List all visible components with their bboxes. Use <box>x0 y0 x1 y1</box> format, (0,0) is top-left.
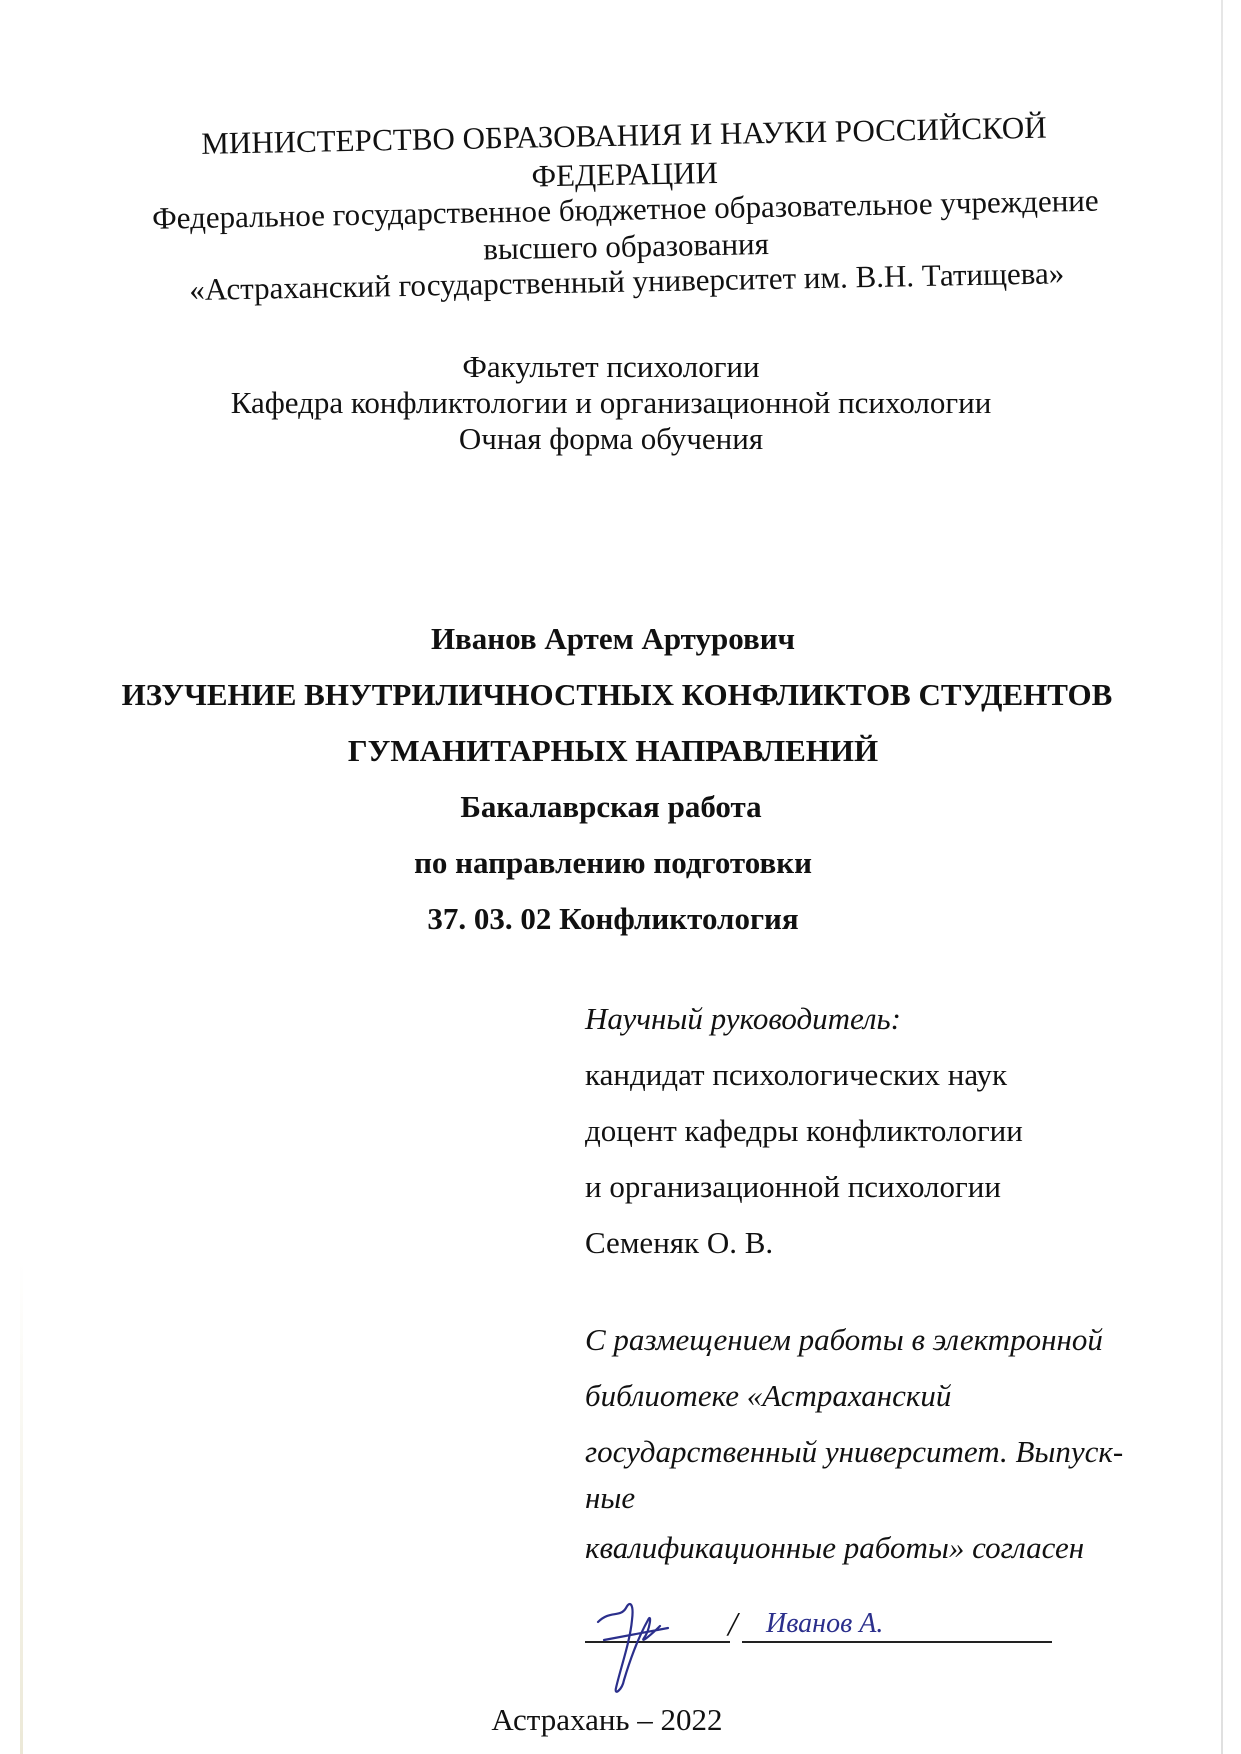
thesis-title-line-1: ИЗУЧЕНИЕ ВНУТРИЛИЧНОСТНЫХ КОНФЛИКТОВ СТУДЕНТОВ <box>121 677 1113 712</box>
handwritten-name-text: Иванов А. <box>766 1608 884 1639</box>
direction-code: 37. 03. 02 Конфликтология <box>427 901 799 936</box>
consent-line-5 <box>585 1530 1084 1566</box>
supervisor-department: и организационной психологии <box>585 1169 1001 1204</box>
author-name: Иванов Артем Артурович <box>430 621 796 656</box>
supervisor-position: доцент кафедры конфликтологии <box>585 1113 1023 1148</box>
work-type: Бакалаврская работа <box>460 789 762 824</box>
handwritten-name <box>760 1598 920 1648</box>
scan-stain <box>20 1260 23 1754</box>
ministry-line-2: ФЕДЕРАЦИИ <box>531 154 719 194</box>
supervisor-label: Научный руководитель: <box>585 1001 901 1036</box>
consent-line-5-italic: квалификационные работы» <box>585 1530 965 1565</box>
signature-scribble <box>590 1590 680 1700</box>
city-year: Астрахань – 2022 <box>491 1702 723 1737</box>
university-name: «Астраханский государственный университет им. В.Н. Татищева» <box>188 255 1065 308</box>
supervisor-degree: кандидат психологических наук <box>585 1057 1008 1092</box>
direction-label: по направлению подготовки <box>414 845 812 880</box>
institution-line-2: высшего образования <box>482 225 770 267</box>
header-block <box>0 0 1241 312</box>
consent-line-3: государственный университет. Выпуск- <box>585 1434 1124 1469</box>
institution-line-1: Федеральное государственное бюджетное образовательное учреждение <box>151 182 1099 236</box>
supervisor-name: Семеняк О. В. <box>585 1225 774 1260</box>
consent-line-4: ные <box>585 1480 636 1515</box>
consent-line-5-tail: согласен <box>964 1530 1085 1565</box>
signature-separator: / <box>728 1606 738 1643</box>
study-form: Очная форма обучения <box>458 421 764 456</box>
thesis-title-line-2: ГУМАНИТАРНЫХ НАПРАВЛЕНИЙ <box>347 733 879 768</box>
faculty-name: Факультет психологии <box>462 349 760 384</box>
department-name: Кафедра конфликтологии и организационной психологии <box>230 385 992 420</box>
consent-line-2: библиотеке «Астраханский <box>585 1378 952 1413</box>
consent-line-1: С размещением работы в электронной <box>585 1322 1103 1357</box>
ministry-line-1: МИНИСТЕРСТВО ОБРАЗОВАНИЯ И НАУКИ РОССИЙСКОЙ <box>200 109 1047 161</box>
